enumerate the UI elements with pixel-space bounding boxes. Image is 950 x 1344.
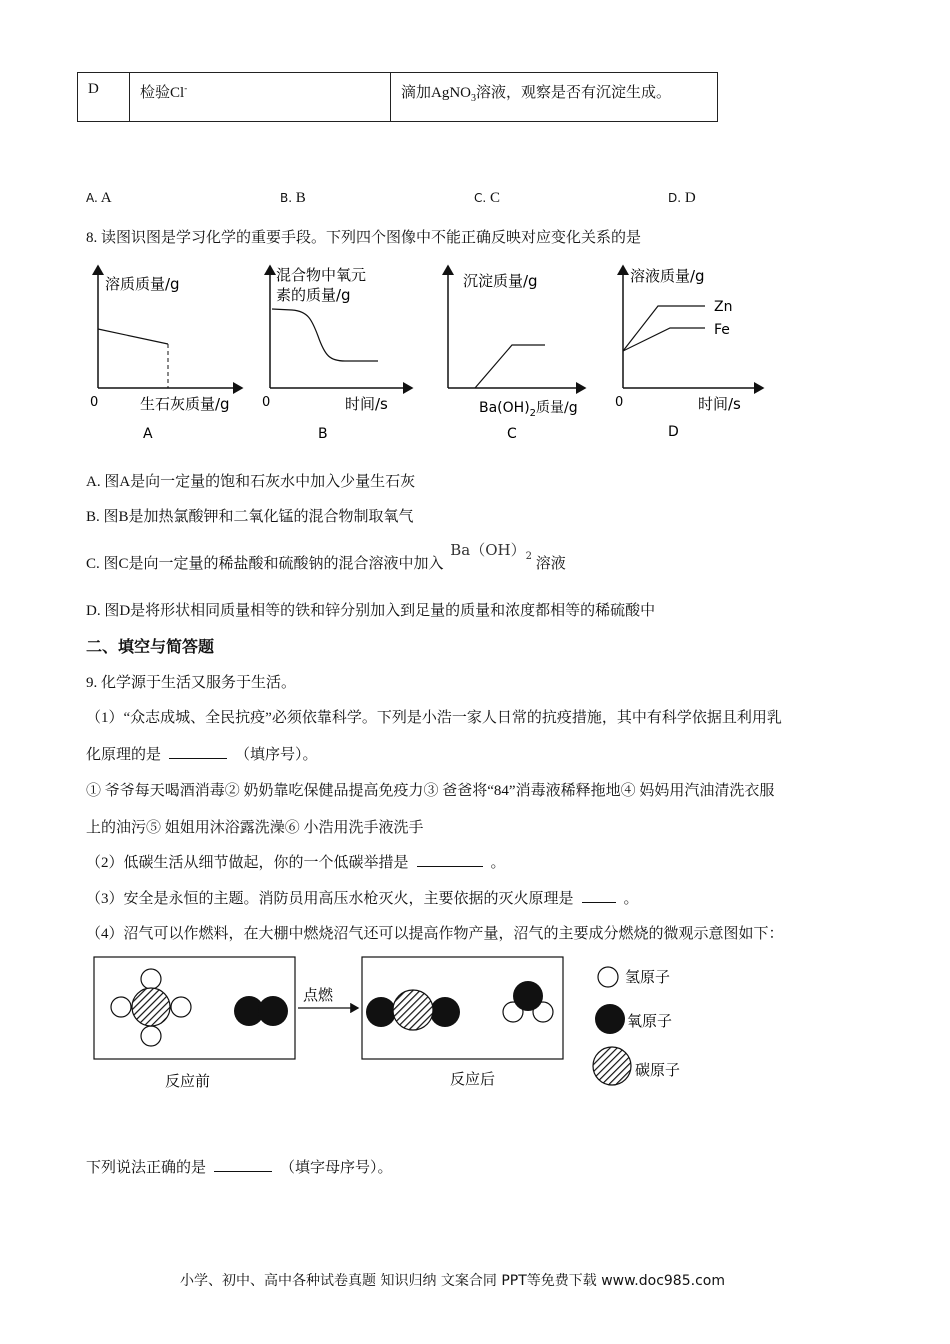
chart-c-xlabel: $Ba(OH)_2$质量/g bbox=[479, 400, 578, 419]
chart-d-xlabel: 时间/s bbox=[698, 395, 741, 413]
q9-last-blank[interactable] bbox=[214, 1171, 272, 1172]
chart-b-id: B bbox=[318, 426, 328, 442]
chart-a-origin: 0 bbox=[90, 395, 99, 410]
legend-oxygen: 氧原子 bbox=[627, 1012, 673, 1030]
chart-a-ylabel: 溶质质量/g bbox=[105, 275, 180, 293]
q9-part1-blank[interactable] bbox=[169, 758, 227, 759]
table-cell-method: 滴加AgNO$_3$溶液，观察是否有沉淀生成。 bbox=[391, 73, 718, 122]
carbon-atom-icon bbox=[593, 1047, 631, 1085]
q8-charts bbox=[80, 258, 780, 448]
oxygen-atom-icon bbox=[595, 1004, 625, 1034]
chart-a-id: A bbox=[143, 426, 153, 442]
q9-stem: 9. 化学源于生活又服务于生活。 bbox=[86, 675, 297, 691]
chart-b bbox=[262, 266, 412, 442]
methane-molecule bbox=[111, 969, 191, 1046]
chart-b-curve bbox=[272, 309, 378, 361]
q9-part3: （3）安全是永恒的主题。消防员用高压水枪灭火，主要依据的灭火原理是 。 bbox=[86, 891, 639, 907]
legend-carbon: 碳原子 bbox=[635, 1061, 681, 1079]
q7-option-a[interactable]: A. A bbox=[86, 190, 112, 206]
chart-c-line bbox=[475, 345, 545, 388]
q8-option-c-formula: $Ba(OH)_2$ bbox=[450, 541, 532, 562]
q7-option-c[interactable]: C. C bbox=[474, 190, 500, 206]
chart-d-id: D bbox=[668, 424, 679, 440]
co2-molecule bbox=[366, 990, 460, 1030]
q7-option-d[interactable]: D. D bbox=[668, 190, 696, 206]
chart-c-ylabel: 沉淀质量/g bbox=[463, 272, 538, 290]
chart-d-zn-label: Zn bbox=[714, 299, 733, 315]
chart-d-fe-label: Fe bbox=[714, 322, 730, 338]
chart-d-origin: 0 bbox=[615, 395, 624, 410]
oxygen-molecule bbox=[234, 996, 288, 1026]
chart-b-origin: 0 bbox=[262, 395, 271, 410]
q9-part3-blank[interactable] bbox=[582, 902, 616, 903]
q8-option-a[interactable]: A. 图A是向一定量的饱和石灰水中加入少量生石灰 bbox=[86, 474, 416, 490]
before-label: 反应前 bbox=[165, 1072, 211, 1090]
table-cell-option: D bbox=[78, 73, 130, 122]
q9-part1-line2: 化原理的是 （填序号）。 bbox=[86, 747, 318, 763]
arrow-label: 点燃 bbox=[303, 986, 334, 1004]
q9-part1-line1: （1）“众志成城、全民抗疫”必须依靠科学。下列是小浩一家人日常的抗疫措施，其中有科学依据且利用乳 bbox=[86, 710, 782, 726]
q8-option-c[interactable]: C. 图C是向一定量的稀盐酸和硫酸钠的混合溶液中加入 $Ba(OH)_2$ 溶液 bbox=[86, 541, 566, 572]
q8-option-b[interactable]: B. 图B是加热氯酸钾和二氧化锰的混合物制取氧气 bbox=[86, 509, 414, 525]
page-footer: 小学、初中、高中各种试卷真题 知识归纳 文案合同 PPT等免费下载 www.doc985.com bbox=[180, 1273, 725, 1289]
q9-part2: （2）低碳生活从细节做起，你的一个低碳举措是 。 bbox=[86, 855, 506, 871]
chart-b-ylabel-1: 混合物中氧元 bbox=[276, 266, 367, 284]
hydrogen-atom-icon bbox=[598, 967, 618, 987]
reaction-diagram bbox=[90, 952, 710, 1097]
q9-part2-blank[interactable] bbox=[417, 866, 483, 867]
legend bbox=[593, 967, 680, 1085]
water-molecule bbox=[503, 981, 553, 1022]
section-heading: 二、填空与简答题 bbox=[86, 637, 215, 656]
table-row bbox=[78, 73, 718, 122]
q8-option-d[interactable]: D. 图D是将形状相同质量相等的铁和锌分别加入到足量的质量和浓度都相等的稀硫酸中 bbox=[86, 603, 656, 619]
chart-c-id: C bbox=[507, 426, 517, 442]
legend-hydrogen: 氢原子 bbox=[625, 968, 671, 986]
chart-d-fe-line bbox=[623, 328, 705, 351]
q9-list-line2: 上的油污⑤ 姐姐用沐浴露洗澡⑥ 小浩用洗手液洗手 bbox=[86, 820, 424, 836]
table-cell-purpose: 检验Cl- bbox=[130, 73, 391, 122]
q9-part4: （4）沼气可以作燃料，在大棚中燃烧沼气还可以提高作物产量，沼气的主要成分燃烧的微观示意图如下： bbox=[86, 926, 784, 942]
q8-stem: 8. 读图识图是学习化学的重要手段。下列四个图像中不能正确反映对应变化关系的是 bbox=[86, 230, 642, 246]
chart-a bbox=[90, 266, 242, 442]
answer-table bbox=[77, 72, 718, 122]
chart-d bbox=[615, 266, 763, 440]
q9-list-line1: ① 爷爷每天喝酒消毒② 奶奶靠吃保健品提高免疫力③ 爸爸将“84”消毒液稀释拖地④ 妈妈用汽油清洗衣服 bbox=[86, 783, 775, 799]
chart-a-xlabel: 生石灰质量/g bbox=[140, 395, 230, 413]
q7-option-b[interactable]: B. B bbox=[280, 190, 306, 206]
q9-last: 下列说法正确的是 （填字母序号）。 bbox=[86, 1160, 393, 1176]
chart-b-xlabel: 时间/s bbox=[345, 395, 388, 413]
chart-d-ylabel: 溶液质量/g bbox=[630, 267, 705, 285]
chart-b-ylabel-2: 素的质量/g bbox=[276, 286, 351, 304]
after-label: 反应后 bbox=[450, 1070, 496, 1088]
chart-a-line bbox=[98, 329, 168, 344]
chart-c bbox=[448, 266, 585, 442]
